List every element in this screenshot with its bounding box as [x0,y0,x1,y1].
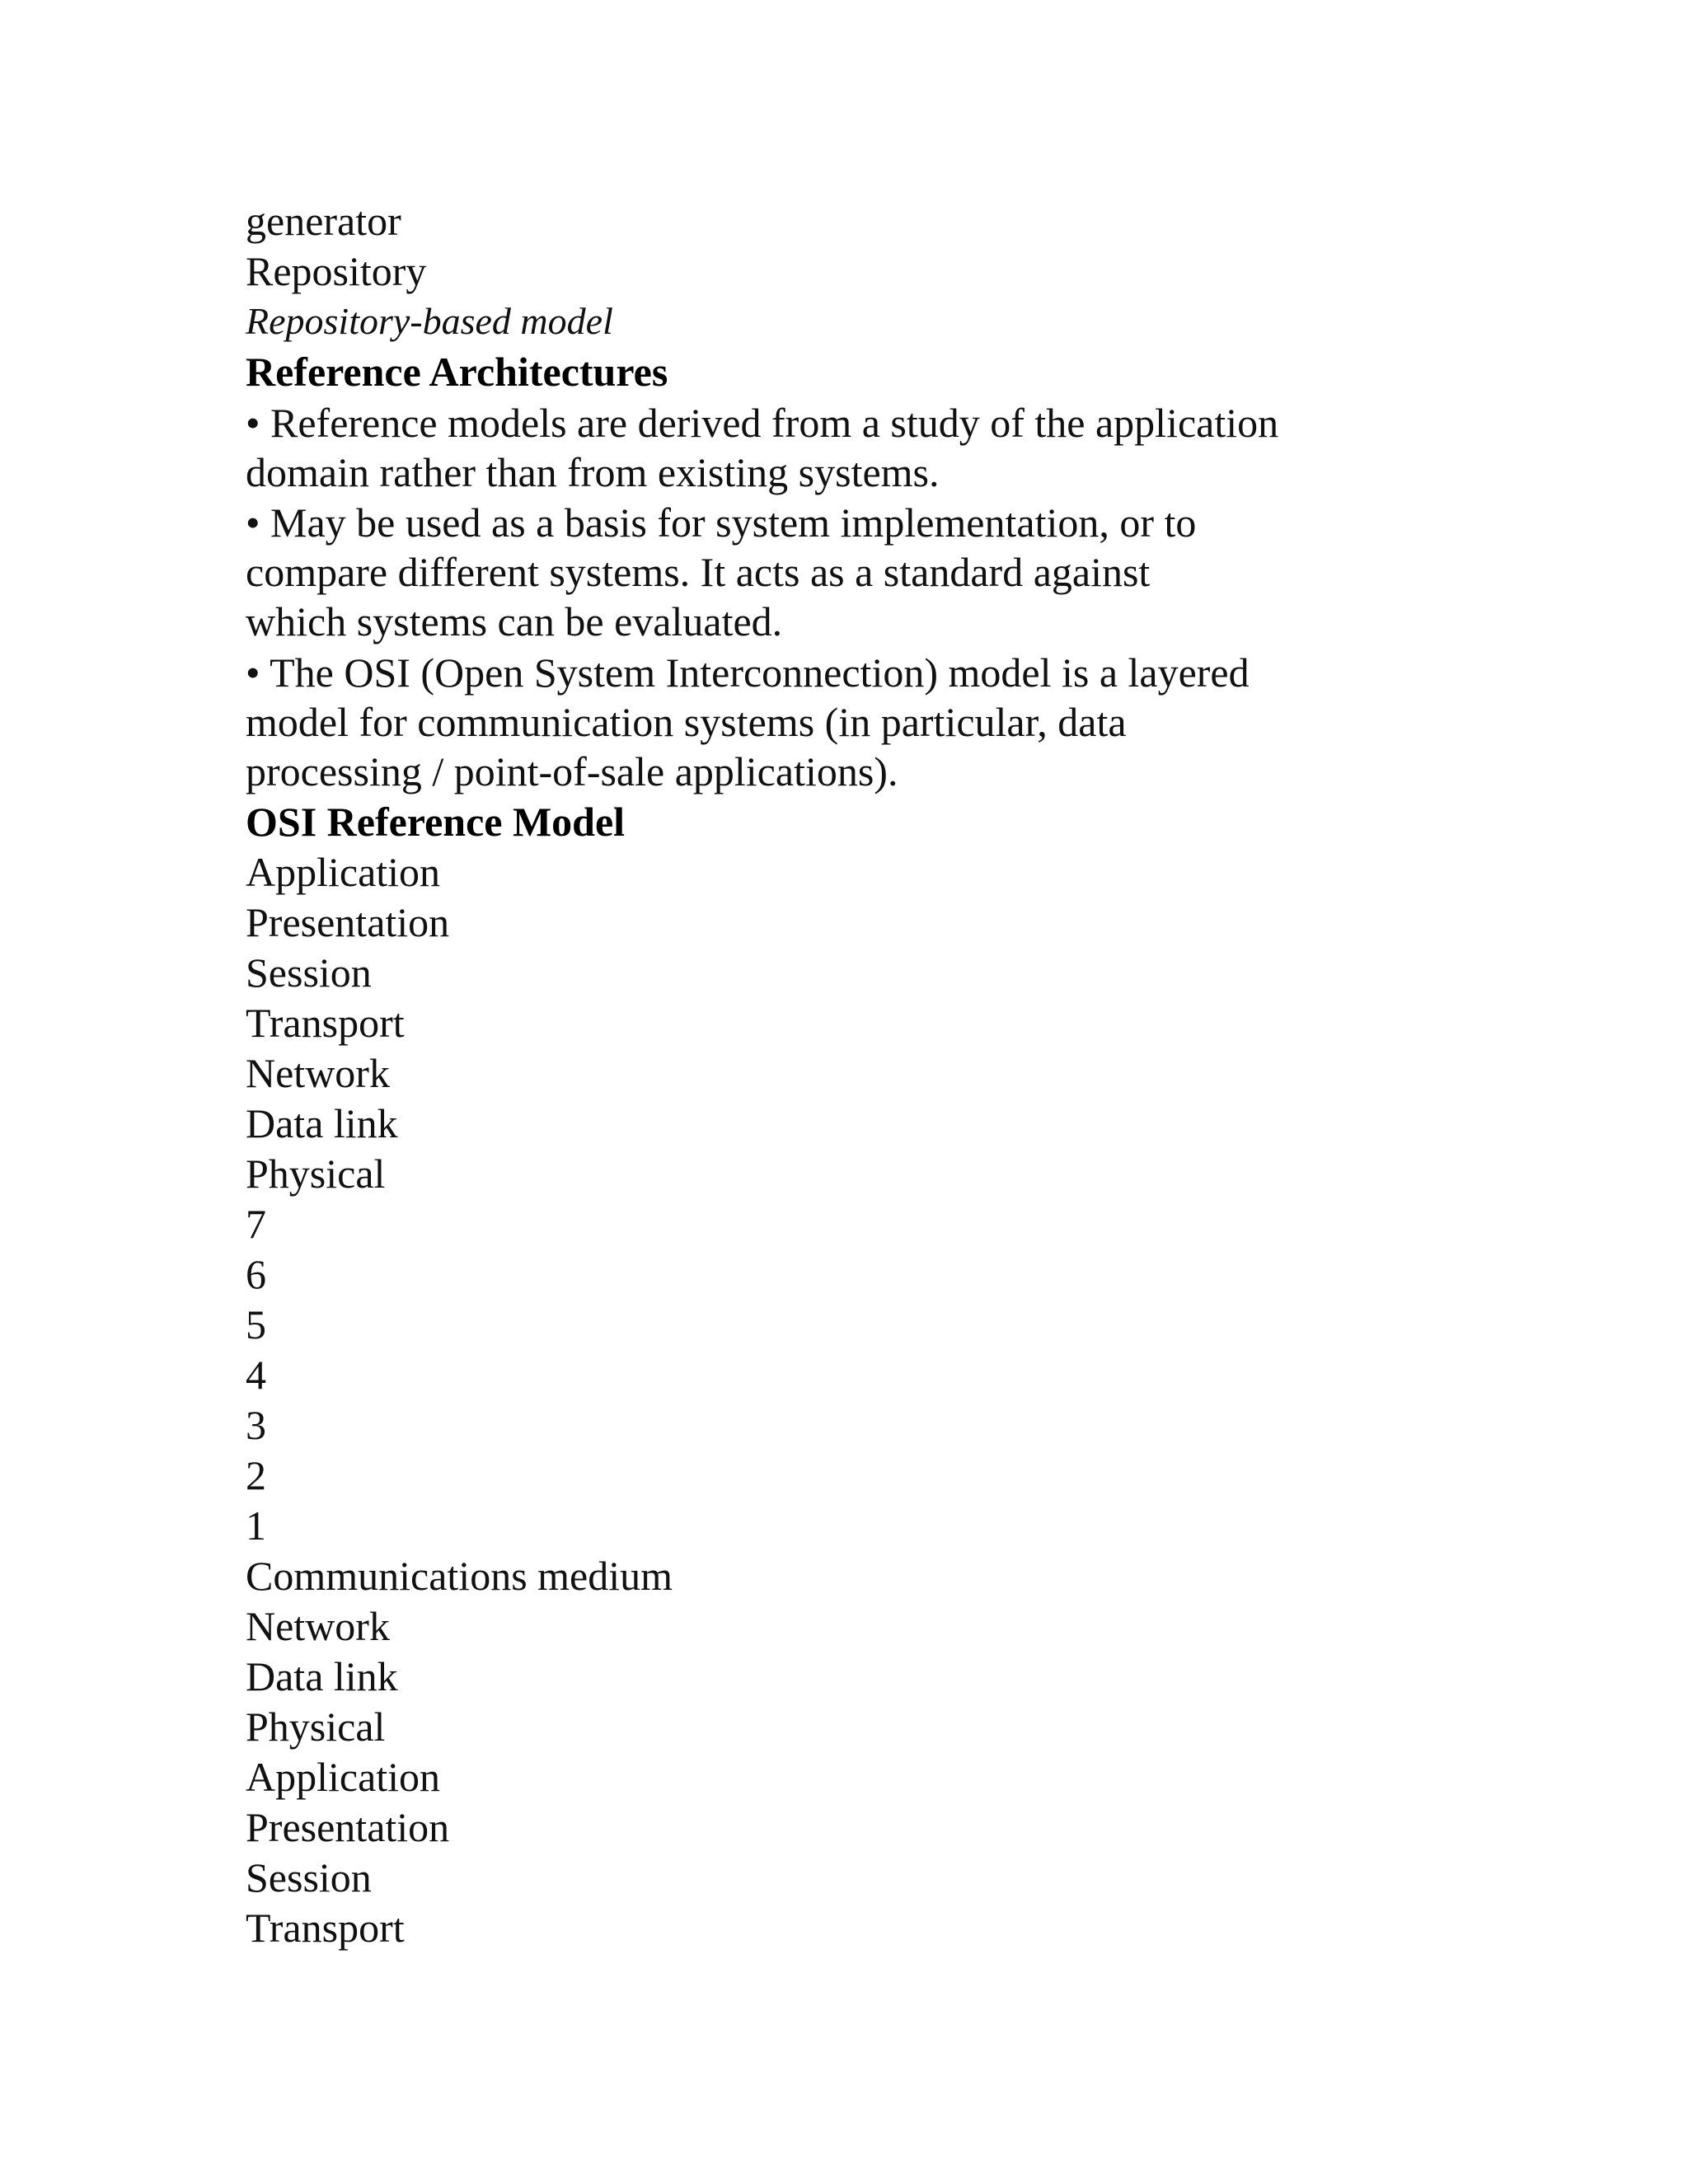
layer-number: 1 [246,1502,266,1549]
layer-label: Network [246,1603,390,1649]
layer-number: 2 [246,1452,266,1498]
layer-number: 6 [246,1251,266,1297]
layer-label: Data link [246,1100,398,1146]
layer-label: Application [246,849,441,895]
layer-number: 5 [246,1301,266,1347]
layer-label: Session [246,949,372,996]
bullet-line: which systems can be evaluated. [246,598,783,644]
bullet-line: domain rather than from existing systems. [246,449,940,495]
layer-number: 3 [246,1402,266,1448]
figure-caption: Repository-based model [246,300,613,342]
layer-label: Physical [246,1704,386,1750]
layer-label: Network [246,1050,390,1096]
layer-label: Physical [246,1151,386,1197]
bullet-line: • The OSI (Open System Interconnection) model is a layered [246,649,1250,696]
bullet-line: model for communication systems (in particular, data [246,699,1127,745]
layer-label: Presentation [246,899,450,945]
text-line: Repository [246,248,427,294]
bullet-line: compare different systems. It acts as a standard against [246,549,1151,595]
layer-label: Session [246,1854,372,1900]
layer-label: Application [246,1754,441,1800]
bullet-line: • May be used as a basis for system implementation, or to [246,499,1197,546]
layer-number: 4 [246,1352,266,1398]
layer-number: 7 [246,1201,266,1247]
bullet-line: • Reference models are derived from a study of the application [246,400,1279,446]
medium-label: Communications medium [246,1553,673,1599]
section-heading: OSI Reference Model [246,799,626,845]
section-heading: Reference Architectures [246,349,668,395]
layer-label: Transport [246,1905,405,1951]
layer-label: Transport [246,1000,405,1046]
layer-label: Presentation [246,1804,450,1850]
layer-label: Data link [246,1653,398,1699]
text-line: generator [246,198,401,244]
bullet-line: processing / point-of-sale applications). [246,748,898,794]
